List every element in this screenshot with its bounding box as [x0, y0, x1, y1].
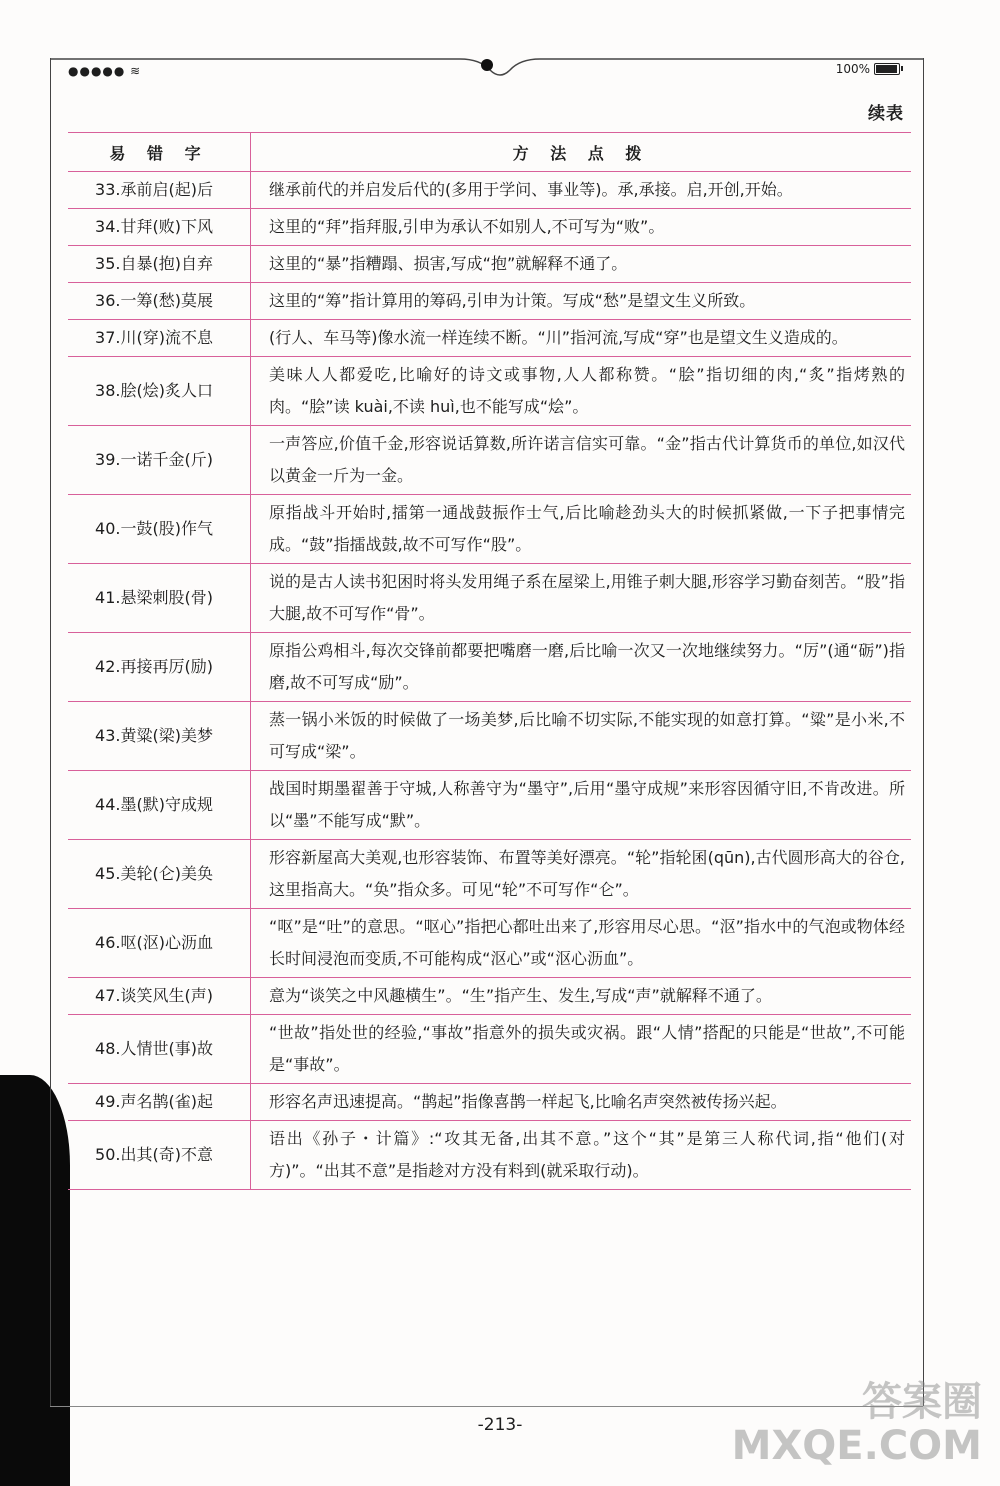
- row-method: 原指公鸡相斗,每次交锋前都要把嘴磨一磨,后比喻一次又一次地继续努力。“厉”(通“砺”)指磨,故不可写成“励”。: [251, 633, 912, 702]
- table-row: [68, 702, 911, 771]
- table-row: [68, 357, 911, 426]
- row-word: 48.人情世(事)故: [68, 1015, 251, 1084]
- page-number: -213-: [477, 1415, 523, 1435]
- battery-icon: [874, 63, 900, 75]
- row-method: 形容名声迅速提高。“鹊起”指像喜鹊一样起飞,比喻名声突然被传扬兴起。: [251, 1084, 912, 1121]
- row-method: “呕”是“吐”的意思。“呕心”指把心都吐出来了,形容用尽心思。“沤”指水中的气泡或物体经长时间浸泡而变质,不可能构成“沤心”或“沤心沥血”。: [251, 909, 912, 978]
- row-word: 49.声名鹊(雀)起: [68, 1084, 251, 1121]
- row-word: 33.承前启(起)后: [68, 172, 251, 209]
- table-row: [68, 633, 911, 702]
- row-word: 47.谈笑风生(声): [68, 978, 251, 1015]
- table-row: [68, 209, 911, 246]
- row-word: 43.黄粱(梁)美梦: [68, 702, 251, 771]
- table-row: [68, 172, 911, 209]
- table-row: [68, 495, 911, 564]
- row-word: 41.悬梁刺股(骨): [68, 564, 251, 633]
- table-row: [68, 1121, 911, 1190]
- row-method: “世故”指处世的经验,“事故”指意外的损失或灾祸。跟“人情”搭配的只能是“世故”,不可能是“事故”。: [251, 1015, 912, 1084]
- table-row: [68, 1084, 911, 1121]
- row-method: 这里的“拜”指拜服,引申为承认不如别人,不可写为“败”。: [251, 209, 912, 246]
- row-word: 46.呕(沤)心沥血: [68, 909, 251, 978]
- row-method: 这里的“暴”指糟蹋、损害,写成“抱”就解释不通了。: [251, 246, 912, 283]
- table-row: [68, 320, 911, 357]
- status-signal: [68, 64, 141, 78]
- row-method: 蒸一锅小米饭的时候做了一场美梦,后比喻不切实际,不能实现的如意打算。“粱”是小米,不可写成“梁”。: [251, 702, 912, 771]
- table-row: [68, 246, 911, 283]
- row-method: 美味人人都爱吃,比喻好的诗文或事物,人人都称赞。“脍”指切细的肉,“炙”指烤熟的肉。“脍”读 kuài,不读 huì,也不能写成“烩”。: [251, 357, 912, 426]
- row-word: 50.出其(奇)不意: [68, 1121, 251, 1190]
- row-word: 39.一诺千金(斤): [68, 426, 251, 495]
- row-method: (行人、车马等)像水流一样连续不断。“川”指河流,写成“穿”也是望文生义造成的。: [251, 320, 912, 357]
- page-title: 续表: [868, 104, 904, 124]
- row-method: 原指战斗开始时,擂第一通战鼓振作士气,后比喻趁劲头大的时候抓紧做,一下子把事情完成。“鼓”指擂战鼓,故不可写作“股”。: [251, 495, 912, 564]
- row-method: 战国时期墨翟善于守城,人称善守为“墨守”,后用“墨守成规”来形容因循守旧,不肯改进。所以“墨”不能写成“默”。: [251, 771, 912, 840]
- watermark: [732, 1380, 982, 1468]
- error-words-table: [68, 132, 911, 1190]
- status-battery: [836, 62, 900, 76]
- table-row: [68, 564, 911, 633]
- table-header-row: [68, 133, 911, 172]
- row-word: 37.川(穿)流不息: [68, 320, 251, 357]
- table-row: [68, 840, 911, 909]
- row-word: 38.脍(烩)炙人口: [68, 357, 251, 426]
- row-word: 45.美轮(仑)美奂: [68, 840, 251, 909]
- row-method: 这里的“筹”指计算用的筹码,引申为计策。写成“愁”是望文生义所致。: [251, 283, 912, 320]
- header-method: 方 法 点 拨: [251, 133, 912, 172]
- row-method: 意为“谈笑之中风趣横生”。“生”指产生、发生,写成“声”就解释不通了。: [251, 978, 912, 1015]
- wifi-icon: ≋: [130, 64, 142, 78]
- table-row: [68, 1015, 911, 1084]
- camera-icon: [481, 59, 493, 71]
- row-word: 42.再接再厉(励): [68, 633, 251, 702]
- table-row: [68, 771, 911, 840]
- battery-level: 100%: [835, 62, 870, 76]
- row-method: 继承前代的并启发后代的(多用于学问、事业等)。承,承接。启,开创,开始。: [251, 172, 912, 209]
- watermark-logo: 答案圈: [862, 1379, 982, 1425]
- row-word: 35.自暴(抱)自弃: [68, 246, 251, 283]
- row-method: 说的是古人读书犯困时将头发用绳子系在屋梁上,用锥子刺大腿,形容学习勤奋刻苦。“股”指大腿,故不可写作“骨”。: [251, 564, 912, 633]
- row-word: 34.甘拜(败)下风: [68, 209, 251, 246]
- table-row: [68, 283, 911, 320]
- table-row: [68, 426, 911, 495]
- header-word: 易 错 字: [68, 133, 251, 172]
- row-method: 语出《孙子・计篇》:“攻其无备,出其不意。”这个“其”是第三人称代词,指“他们(对方)”。“出其不意”是指趁对方没有料到(就采取行动)。: [251, 1121, 912, 1190]
- watermark-url: MXQE.COM: [731, 1423, 982, 1469]
- table-row: [68, 978, 911, 1015]
- row-word: 40.一鼓(股)作气: [68, 495, 251, 564]
- row-word: 36.一筹(愁)莫展: [68, 283, 251, 320]
- signal-icon: ●●●●●: [68, 64, 131, 78]
- row-method: 形容新屋高大美观,也形容装饰、布置等美好漂亮。“轮”指轮囷(qūn),古代圆形高大的谷仓,这里指高大。“奂”指众多。可见“轮”不可写作“仑”。: [251, 840, 912, 909]
- row-word: 44.墨(默)守成规: [68, 771, 251, 840]
- row-method: 一声答应,价值千金,形容说话算数,所许诺言信实可靠。“金”指古代计算货币的单位,如汉代以黄金一斤为一金。: [251, 426, 912, 495]
- table-row: [68, 909, 911, 978]
